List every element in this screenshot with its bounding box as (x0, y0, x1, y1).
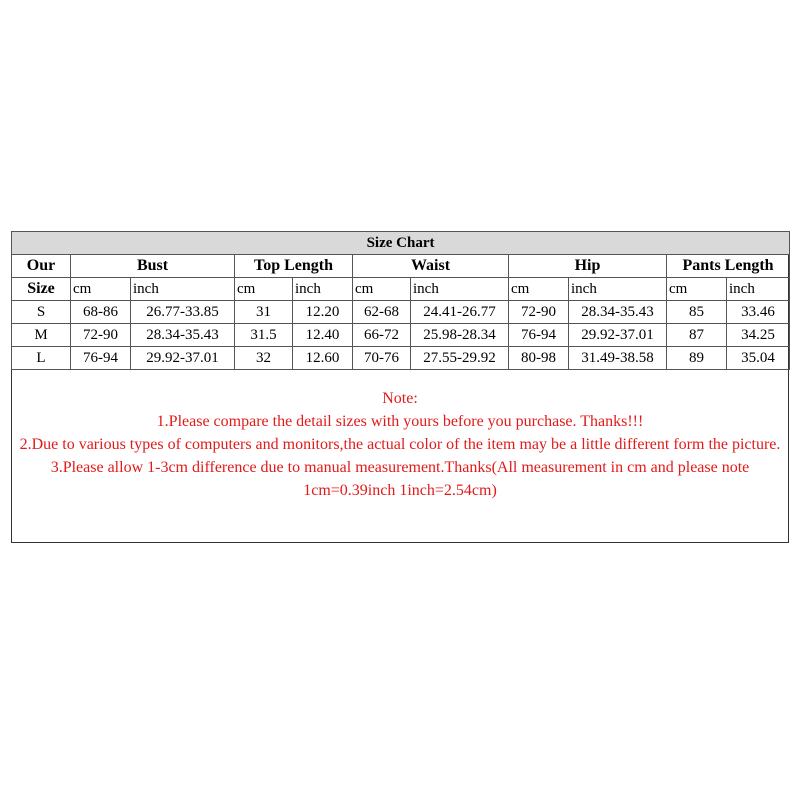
table-cell: 68-86 (71, 301, 131, 324)
unit-cell: cm (667, 278, 727, 301)
table-cell: 31 (235, 301, 293, 324)
table-cell: 72-90 (71, 324, 131, 347)
table-cell: 28.34-35.43 (569, 301, 667, 324)
table-cell: 89 (667, 347, 727, 370)
size-chart (11, 231, 789, 543)
table-cell: 26.77-33.85 (131, 301, 235, 324)
table-cell: 12.40 (293, 324, 353, 347)
note-line-3: 3.Please allow 1-3cm difference due to manual measurement.Thanks(All measurement in cm and please note 1cm=0.39inch 1inch=2.54cm) (50, 459, 750, 499)
table-row (12, 301, 790, 324)
size-cell: M (12, 324, 71, 347)
table-cell: 76-94 (71, 347, 131, 370)
table-cell: 72-90 (509, 301, 569, 324)
table-cell: 12.60 (293, 347, 353, 370)
unit-cell: inch (411, 278, 509, 301)
unit-cell: inch (293, 278, 353, 301)
top-length-header: Top Length (235, 255, 353, 278)
title-row (12, 232, 790, 255)
size-cell: S (12, 301, 71, 324)
bust-header: Bust (71, 255, 235, 278)
unit-cell: cm (353, 278, 411, 301)
notes-section (12, 387, 788, 502)
notes-heading: Note: (382, 390, 418, 407)
unit-cell: inch (131, 278, 235, 301)
table-cell: 62-68 (353, 301, 411, 324)
table-cell: 35.04 (727, 347, 790, 370)
table-cell: 25.98-28.34 (411, 324, 509, 347)
table-row (12, 347, 790, 370)
table-cell: 33.46 (727, 301, 790, 324)
unit-cell: inch (727, 278, 790, 301)
hip-header: Hip (509, 255, 667, 278)
header-row (12, 255, 790, 278)
table-cell: 31.49-38.58 (569, 347, 667, 370)
table-cell: 29.92-37.01 (569, 324, 667, 347)
table-cell: 85 (667, 301, 727, 324)
table-cell: 27.55-29.92 (411, 347, 509, 370)
table-cell: 29.92-37.01 (131, 347, 235, 370)
table-cell: 24.41-26.77 (411, 301, 509, 324)
unit-cell: cm (71, 278, 131, 301)
note-line-1: 1.Please compare the detail sizes with yours before you purchase. Thanks!!! (156, 413, 644, 430)
table-cell: 28.34-35.43 (131, 324, 235, 347)
table-cell: 31.5 (235, 324, 293, 347)
table-cell: 66-72 (353, 324, 411, 347)
table-cell: 80-98 (509, 347, 569, 370)
table-cell: 70-76 (353, 347, 411, 370)
size-header-line1: Our (12, 255, 71, 278)
unit-cell: inch (569, 278, 667, 301)
note-line-2: 2.Due to various types of computers and monitors,the actual color of the item may be a little different form the picture. (19, 436, 781, 453)
unit-cell: cm (235, 278, 293, 301)
pants-length-header: Pants Length (667, 255, 790, 278)
table-row (12, 324, 790, 347)
unit-cell: cm (509, 278, 569, 301)
table-cell: 12.20 (293, 301, 353, 324)
size-header-line2: Size (12, 278, 71, 301)
size-chart-table (11, 231, 790, 370)
table-cell: 32 (235, 347, 293, 370)
table-cell: 34.25 (727, 324, 790, 347)
waist-header: Waist (353, 255, 509, 278)
size-cell: L (12, 347, 71, 370)
unit-row (12, 278, 790, 301)
chart-title: Size Chart (12, 232, 790, 255)
table-cell: 76-94 (509, 324, 569, 347)
table-cell: 87 (667, 324, 727, 347)
